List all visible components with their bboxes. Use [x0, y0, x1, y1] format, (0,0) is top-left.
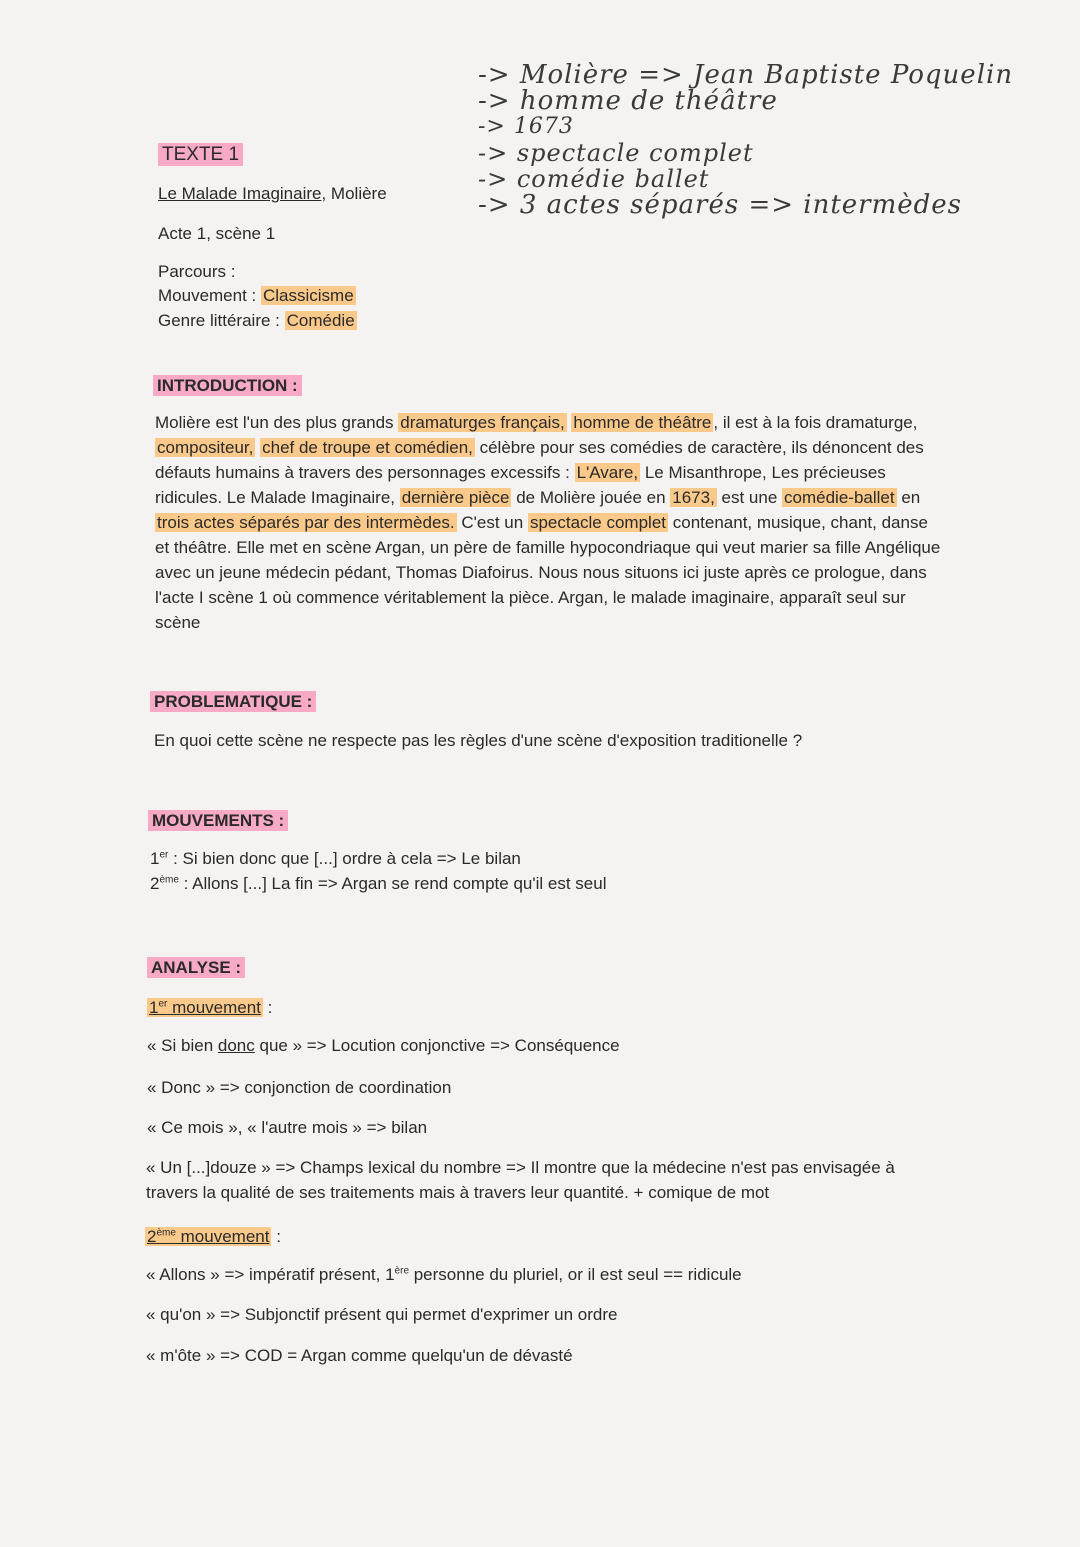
analyse-subheading-2: 2ème mouvement : [147, 1227, 281, 1246]
note-line: -> homme de théâtre [478, 86, 778, 116]
note-line: -> comédie ballet [478, 165, 710, 193]
handwritten-notes [478, 62, 1058, 218]
genre-line: Genre littéraire : Comédie [158, 311, 355, 330]
acte-scene: Acte 1, scène 1 [158, 224, 276, 243]
problematique-text: En quoi cette scène ne respecte pas les règles d'une scène d'exposition traditionelle ? [154, 731, 803, 750]
introduction-heading: INTRODUCTION : [153, 373, 302, 398]
analyse-line: « Donc » => conjonction de coordination [147, 1078, 452, 1097]
analyse-line: « Si bien donc que » => Locution conjonctive => Conséquence [147, 1036, 620, 1055]
mouvement-2: 2ème : Allons [...] La fin => Argan se rend compte qu'il est seul [150, 874, 607, 893]
texte-label: TEXTE 1 [158, 142, 243, 167]
analyse-subheading-1: 1er mouvement : [149, 998, 273, 1017]
problematique-heading: PROBLEMATIQUE : [150, 689, 316, 714]
mouvements-heading: MOUVEMENTS : [148, 808, 288, 833]
analyse-line: « Un [...]douze » => Champs lexical du nombre => Il montre que la médecine n'est pas envisagée à travers la qualité de ses traitements mais à travers leur quantité. + comique de mot [146, 1158, 895, 1202]
parcours-label: Parcours : [158, 262, 236, 281]
analyse-heading: ANALYSE : [147, 955, 245, 980]
introduction-paragraph: Molière est l'un des plus grands dramaturges français, homme de théâtre , il est à la fois dramaturge, compositeur, chef de troupe et comédien, célèbre pour ses comédies de caractère, ils dénoncent des défauts humains à travers des personnages excessifs : L'Avare, Le Misanthrope, Les précieuses ridicules. Le Malade Imaginaire, dernière pièce de Molière jouée en 1673, est une comédie-ballet en trois actes séparés par des intermèdes. C'est un spectacle complet contenant, musique, chant, danse et théâtre. Elle met en scène Argan, un père de famille hypocondriaque qui veut marier sa fille Angélique avec un jeune médecin pédant, Thomas Diafoirus. Nous nous situons ici juste après ce prologue, dans l'acte I scène 1 où commence véritablement la pièce. Argan, le malade imaginaire, apparaît seul sur scène [155, 413, 941, 632]
analyse-line: « Allons » => impératif présent, 1ère personne du pluriel, or il est seul == ridicule [146, 1265, 742, 1284]
work-title: Le Malade Imaginaire, Molière [158, 184, 387, 203]
note-line: -> 1673 [478, 114, 574, 139]
note-line: -> Molière => Jean Baptiste Poquelin [478, 60, 1014, 90]
analyse-line: « qu'on » => Subjonctif présent qui permet d'exprimer un ordre [146, 1305, 618, 1324]
mouvement-line: Mouvement : Classicisme [158, 286, 354, 305]
analyse-line: « m'ôte » => COD = Argan comme quelqu'un de dévasté [146, 1346, 573, 1365]
note-line: -> spectacle complet [478, 139, 754, 167]
note-line: -> 3 actes séparés => intermèdes [478, 190, 963, 220]
analyse-line: « Ce mois », « l'autre mois » => bilan [147, 1118, 428, 1137]
mouvement-1: 1er : Si bien donc que [...] ordre à cela => Le bilan [150, 849, 521, 868]
